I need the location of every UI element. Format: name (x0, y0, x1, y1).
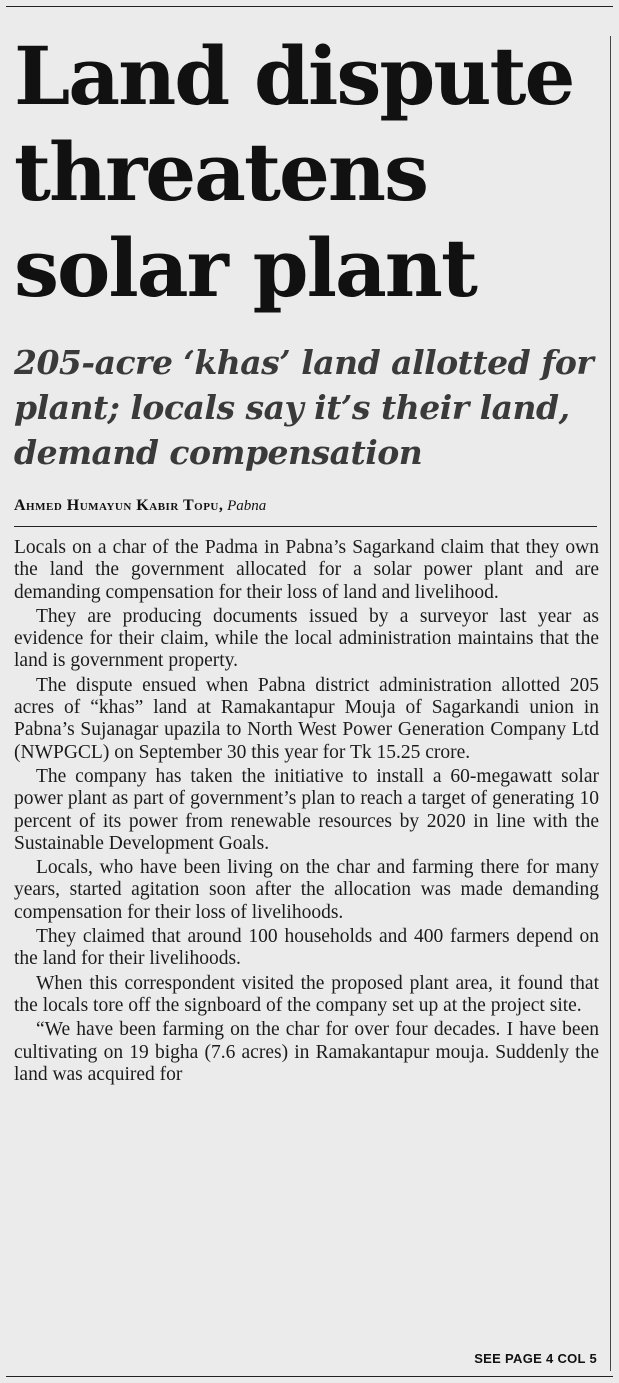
article-paragraph: They claimed that around 100 households and 400 farmers depend on the land for their livelihoods. (14, 926, 599, 970)
bottom-rule (6, 1376, 613, 1377)
byline (14, 496, 266, 516)
article-paragraph: Locals on a char of the Padma in Pabna’s Sagarkand claim that they own the land the government allocated for a solar power plant and are demanding compensation for their loss of land and livelihood. (14, 537, 599, 603)
article-paragraph: The company has taken the initiative to install a 60-megawatt solar power plant as part of government’s plan to reach a target of generating 10 percent of its power from renewable resources by 2020 in line with the Sustainable Development Goals. (14, 765, 599, 854)
article-paragraph: The dispute ensued when Pabna district administration allotted 205 acres of “khas” land at Ramakantapur Mouja of Sagarkandi union in Pabna’s Sujanagar upazila to North West Power Generation Company Ltd (NWPGCL) on September 30 this year for Tk 15.25 crore. (14, 674, 599, 763)
headline: Land dispute threatens solar plant (14, 29, 574, 315)
article-paragraph: When this correspondent visited the proposed plant area, it found that the locals tore off the signboard of the company set up at the project site. (14, 972, 599, 1016)
byline-rule (14, 526, 597, 527)
byline-author: Ahmed Humayun Kabir Topu, (14, 497, 224, 514)
article-paragraph: Locals, who have been living on the char and farming there for many years, started agitation soon after the allocation was made demanding compensation for their loss of livelihoods. (14, 857, 599, 923)
article-paragraph: They are producing documents issued by a surveyor last year as evidence for their claim, while the local administration maintains that the land is government property. (14, 605, 599, 672)
continued-jump-line: SEE PAGE 4 COL 5 (474, 1351, 597, 1366)
article-body (14, 537, 599, 1088)
article-paragraph: “We have been farming on the char for over four decades. I have been cultivating on 19 bigha (7.6 acres) in Ramakantapur mouja. Suddenly the land was acquired for (14, 1019, 599, 1085)
column-rule (610, 36, 611, 1371)
byline-location: Pabna (227, 498, 267, 514)
subheadline: 205-acre ‘khas’ land allotted for plant; locals say it’s their land, demand compensation (14, 343, 594, 472)
top-rule (6, 6, 613, 7)
